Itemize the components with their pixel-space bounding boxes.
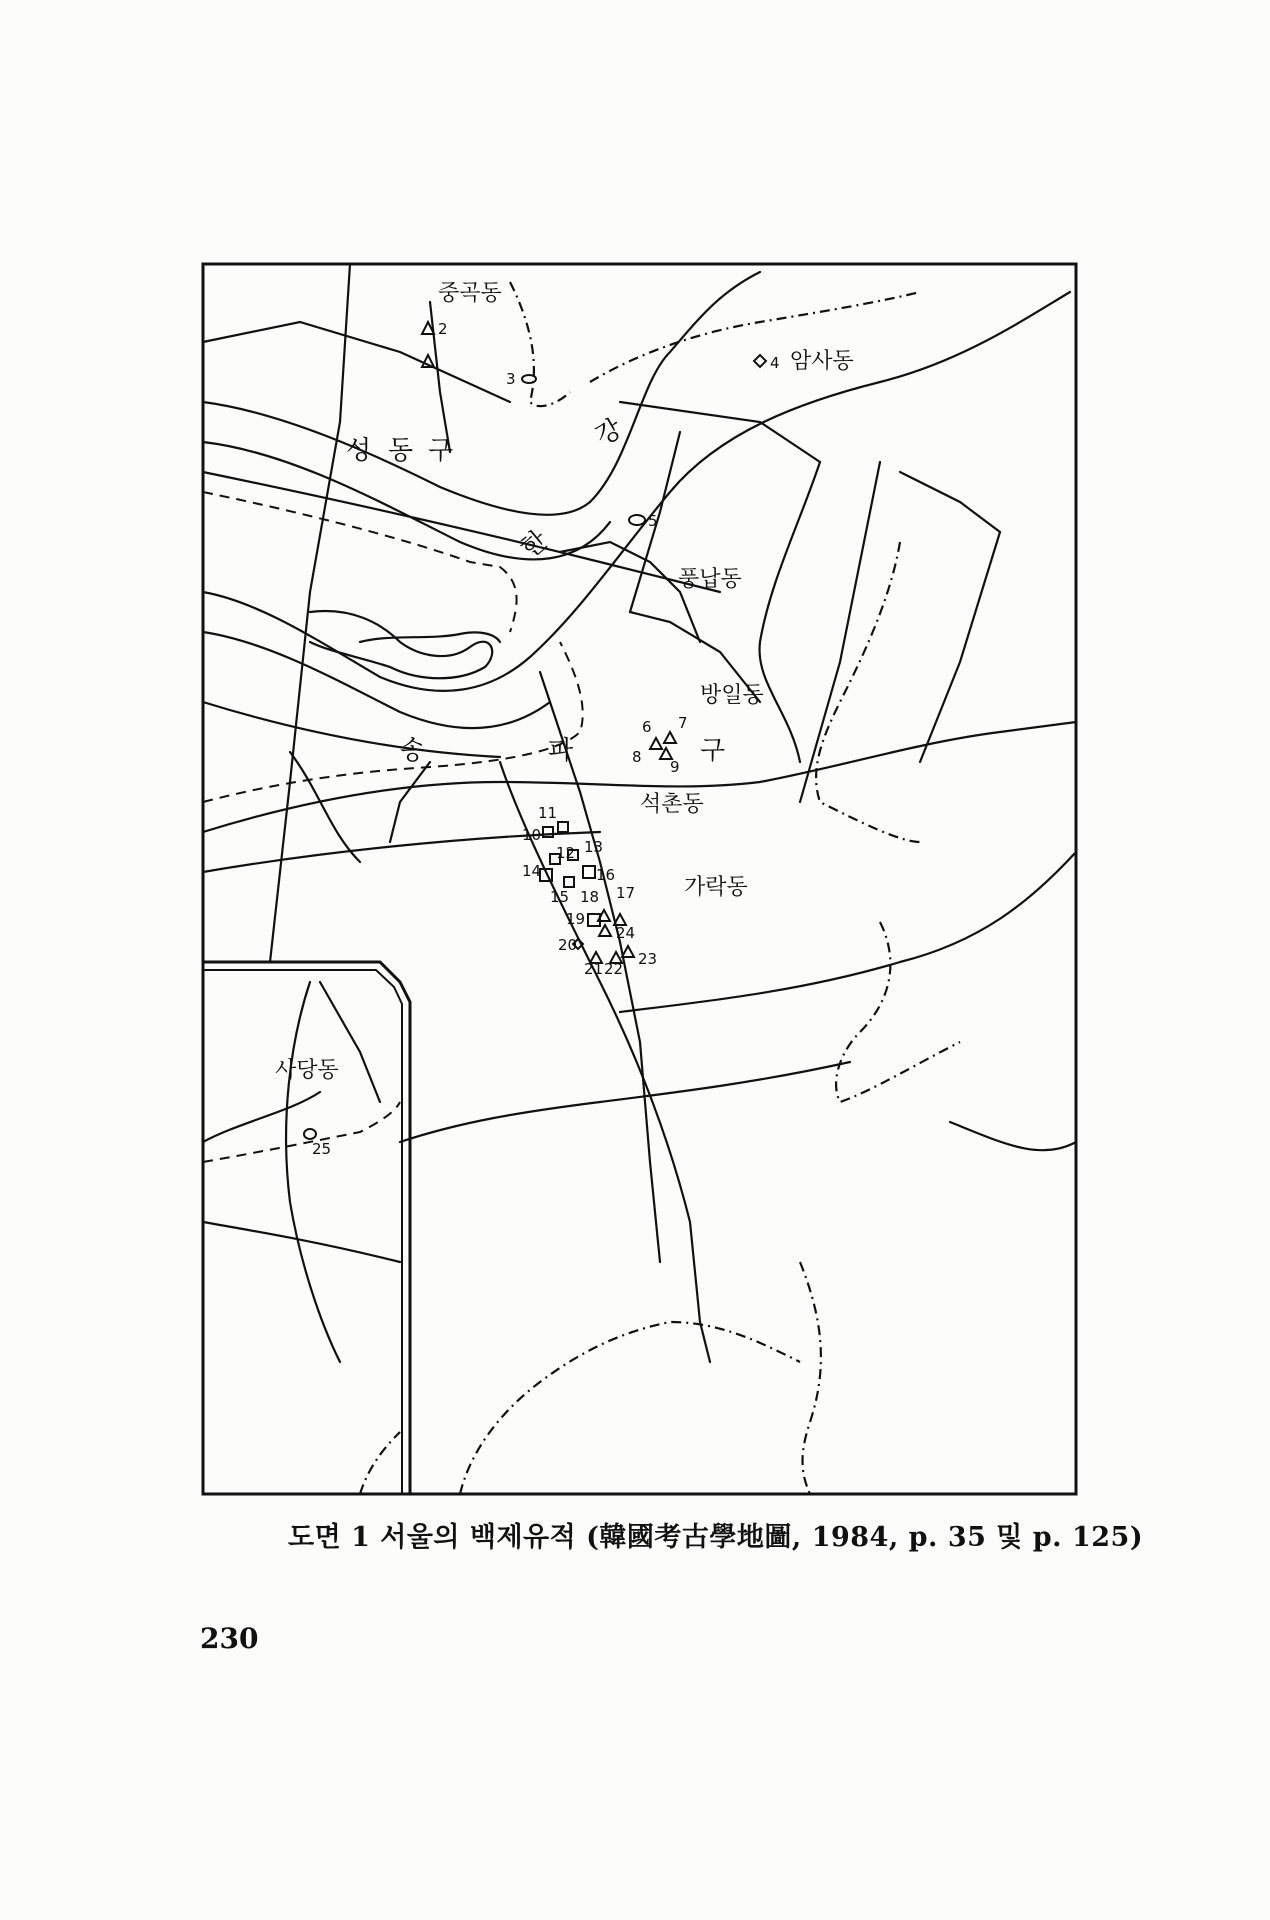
- label-pungnap: 풍납동: [678, 567, 742, 592]
- road: [390, 762, 430, 842]
- label-river-han: 한: [515, 525, 554, 565]
- site-number: 19: [566, 910, 586, 928]
- river-island: [360, 632, 500, 642]
- label-garak: 가락동: [684, 875, 748, 900]
- mountain-ridge: [360, 1432, 400, 1494]
- site-number: 17: [616, 884, 636, 902]
- site-number: 13: [584, 838, 604, 856]
- label-sadang: 사당동: [275, 1058, 339, 1083]
- site-marker-oval: [522, 375, 536, 383]
- label-seongdong-seong: 성: [346, 436, 372, 466]
- site-number: 22: [604, 960, 624, 978]
- site-number: 9: [670, 758, 680, 776]
- site-number: 3: [506, 370, 516, 388]
- site-marker-triangle: [622, 946, 634, 957]
- label-songpa-song: 송: [400, 736, 426, 766]
- site-number: 12: [556, 844, 576, 862]
- site-marker-triangle: [664, 732, 676, 743]
- label-seongdong-gu: 구: [428, 436, 454, 466]
- site-marker-square: [583, 866, 595, 878]
- road: [400, 1062, 850, 1142]
- district-boundary: [203, 492, 517, 632]
- label-junggok: 중곡동: [438, 281, 502, 306]
- road: [760, 462, 820, 762]
- label-songpa-pa: 파: [548, 736, 574, 766]
- road: [920, 532, 1000, 762]
- inset-frame-inner: [203, 970, 402, 1494]
- label-seongdong-dong: 동: [388, 436, 414, 466]
- figure-caption: 도면 1 서울의 백제유적 (韓國考古學地圖, 1984, p. 35 및 p. 125): [288, 1522, 1144, 1553]
- site-number: 8: [632, 748, 642, 766]
- district-boundary: [203, 642, 583, 802]
- site-number: 7: [678, 714, 688, 732]
- road: [950, 1122, 1076, 1150]
- label-seokchon: 석촌동: [640, 792, 704, 817]
- road: [203, 322, 510, 402]
- site-number: 15: [550, 888, 570, 906]
- inset-road: [203, 1092, 320, 1142]
- site-number: 6: [642, 718, 652, 736]
- site-marker-oval: [629, 515, 645, 525]
- site-number: 16: [596, 866, 616, 884]
- mountain-ridge: [510, 282, 570, 406]
- road: [800, 462, 880, 802]
- site-number: 4: [770, 354, 780, 372]
- district-boundary: [203, 1102, 400, 1162]
- mountain-ridge: [800, 1262, 821, 1494]
- label-river-gang: 강: [590, 413, 628, 453]
- page-number: 230: [200, 1622, 259, 1655]
- label-bangi: 방일동: [700, 683, 764, 708]
- site-number: 23: [638, 950, 658, 968]
- site-marker-triangle: [650, 738, 662, 749]
- site-number: 18: [580, 888, 600, 906]
- river-bank-north: [203, 272, 760, 515]
- site-marker-oval: [304, 1129, 316, 1139]
- road: [500, 762, 710, 1362]
- site-number: 10: [522, 826, 542, 844]
- site-number: 24: [616, 924, 636, 942]
- label-songpa-gu: 구: [700, 736, 726, 766]
- site-number: 11: [538, 804, 558, 822]
- map-frame: [203, 264, 1076, 1494]
- label-amsa: 암사동: [790, 349, 854, 374]
- road: [290, 752, 360, 862]
- site-number: 14: [522, 862, 542, 880]
- river-sandbar: [310, 611, 492, 678]
- site-number: 5: [648, 512, 658, 530]
- site-number: 25: [312, 1140, 332, 1158]
- site-marker-diamond: [754, 355, 766, 367]
- site-number: 2: [438, 320, 448, 338]
- inset-road: [286, 982, 340, 1362]
- inset-road: [320, 982, 380, 1102]
- site-number: 21: [584, 960, 604, 978]
- site-marker-square: [564, 877, 574, 887]
- mountain-ridge: [460, 1322, 800, 1494]
- map-figure: [200, 262, 1080, 1497]
- road: [900, 472, 1000, 532]
- site-number: 20: [558, 936, 578, 954]
- river-bank-south-2: [203, 632, 550, 728]
- road: [203, 702, 500, 757]
- mountain-ridge: [590, 292, 920, 382]
- site-marker-square: [558, 822, 568, 832]
